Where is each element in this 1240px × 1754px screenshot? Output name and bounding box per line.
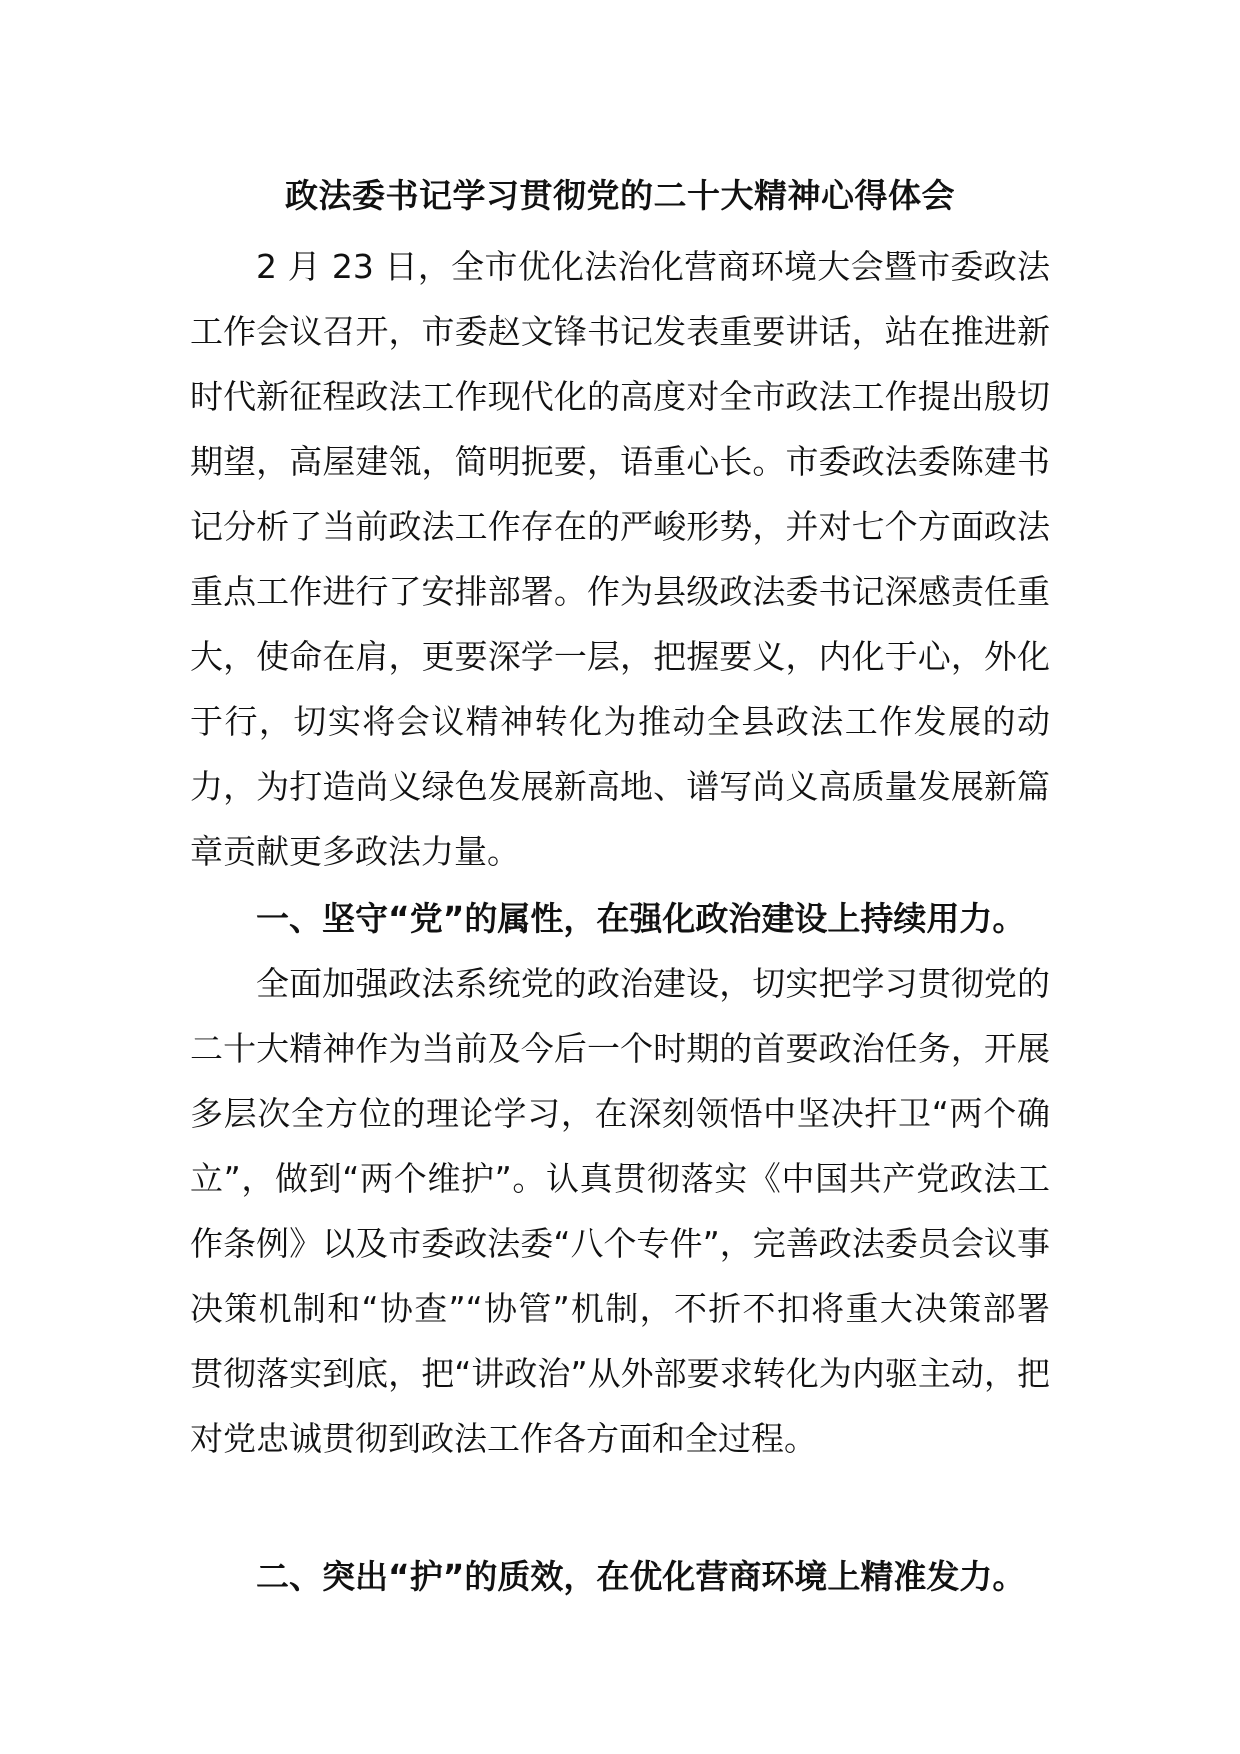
- body-paragraph: 全面加强政法系统党的政治建设，切实把学习贯彻党的二十大精神作为当前及今后一个时期的首要政治任务，开展多层次全方位的理论学习，在深刻领悟中坚决扞卫“两个确立”，做到“两个维护”。认真贯彻落实《中国共产党政法工作条例》以及市委政法委“八个专件”，完善政法委员会议事决策机制和“协查”“协管”机制，不折不扣将重大决策部署贯彻落实到底，把“讲政治”从外部要求转化为内驱主动，把对党忠诚贯彻到政法工作各方面和全过程。: [190, 964, 1050, 1458]
- section-heading: 二、突出“护”的质效，在优化营商环境上精准发力。: [256, 1557, 1026, 1596]
- body-paragraph: 2 月 23 日，全市优化法治化营商环境大会暨市委政法工作会议召开，市委赵文锋书记发表重要讲话，站在推进新时代新征程政法工作现代化的高度对全市政法工作提出殷切期望，高屋建瓴，简明扼要，语重心长。市委政法委陈建书记分析了当前政法工作存在的严峻形势，并对七个方面政法重点工作进行了安排部署。作为县级政法委书记深感责任重大，使命在肩，更要深学一层，把握要义，内化于心，外化于行，切实将会议精神转化为推动全县政法工作发展的动力，为打造尚义绿色发展新高地、谱写尚义高质量发展新篇章贡献更多政法力量。: [190, 247, 1050, 871]
- section-heading: 一、坚守“党”的属性，在强化政治建设上持续用力。: [256, 899, 1026, 938]
- document-title: 政法委书记学习贯彻党的二十大精神心得体会: [285, 176, 955, 215]
